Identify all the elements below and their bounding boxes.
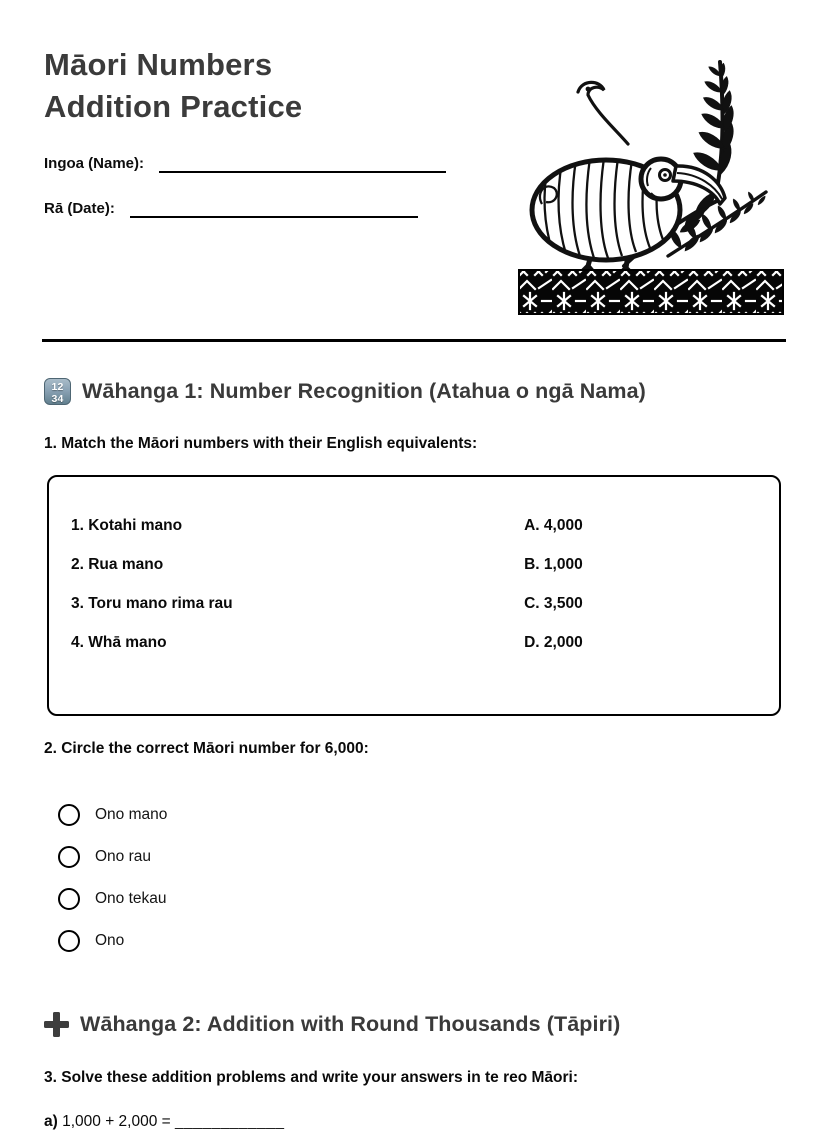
kiwi-illustration-svg [518,52,784,316]
problem-a-answer-blank[interactable]: ____________ [175,1113,285,1130]
match-row [49,506,779,545]
problem-a-label: a) [44,1113,58,1130]
match-left-item: 2. Rua mano [71,555,164,573]
radio-circle[interactable] [58,888,80,910]
match-left-item: 3. Toru mano rima rau [71,594,233,612]
match-right-item: B. 1,000 [524,555,583,573]
match-row [49,545,779,584]
section2-heading [44,1012,784,1037]
radio-circle[interactable] [58,930,80,952]
problem-a-row [44,1113,784,1131]
radio-circle[interactable] [58,846,80,868]
taniko-border-pattern [519,270,783,314]
name-field-label: Ingoa (Name): [44,155,145,173]
input-numbers-icon [44,378,71,405]
match-right-item: D. 2,000 [524,633,583,651]
match-row [49,623,779,662]
date-write-line[interactable] [130,199,418,218]
match-right-item: A. 4,000 [524,516,583,534]
question3-prompt: 3. Solve these addition problems and write your answers in te reo Māori: [44,1069,579,1086]
match-left-item: 1. Kotahi mano [71,516,183,534]
option-row [44,836,784,878]
header-left-column [44,0,446,244]
option-label: Ono rau [95,848,152,865]
radio-circle[interactable] [58,804,80,826]
option-row [44,878,784,920]
problem-a-expression: 1,000 + 2,000 = [62,1113,171,1130]
section-divider-rule [42,339,786,342]
question2-options [44,794,784,962]
match-row [49,584,779,623]
kiwi-fern-illustration [518,52,784,321]
match-right-item: C. 3,500 [524,594,583,612]
name-write-line[interactable] [159,154,446,173]
section1-heading [44,378,784,405]
icon-digits-bottom: 34 [51,393,64,405]
page-title: Māori Numbers Addition Practice [44,47,303,125]
section2-heading-text: Wāhanga 2: Addition with Round Thousands (Tāpiri) [80,1012,621,1036]
question2-prompt: 2. Circle the correct Māori number for 6,000: [44,740,369,757]
plus-icon [44,1012,69,1037]
date-field-label: Rā (Date): [44,200,115,218]
section1-heading-text: Wāhanga 1: Number Recognition (Atahua o ngā Nama) [82,379,646,403]
option-label: Ono [95,932,125,949]
option-label: Ono mano [95,806,168,823]
student-fields [44,154,446,218]
date-field-row [44,199,446,218]
worksheet-header [44,0,784,321]
question1-prompt: 1. Match the Māori numbers with their English equivalents: [44,435,478,452]
option-row [44,794,784,836]
match-left-item: 4. Whā mano [71,633,167,651]
icon-digits-top: 12 [51,381,64,393]
name-field-row [44,154,446,173]
option-label: Ono tekau [95,890,167,907]
matching-exercise-box [47,475,781,716]
option-row [44,920,784,962]
koru-curl [578,82,628,144]
